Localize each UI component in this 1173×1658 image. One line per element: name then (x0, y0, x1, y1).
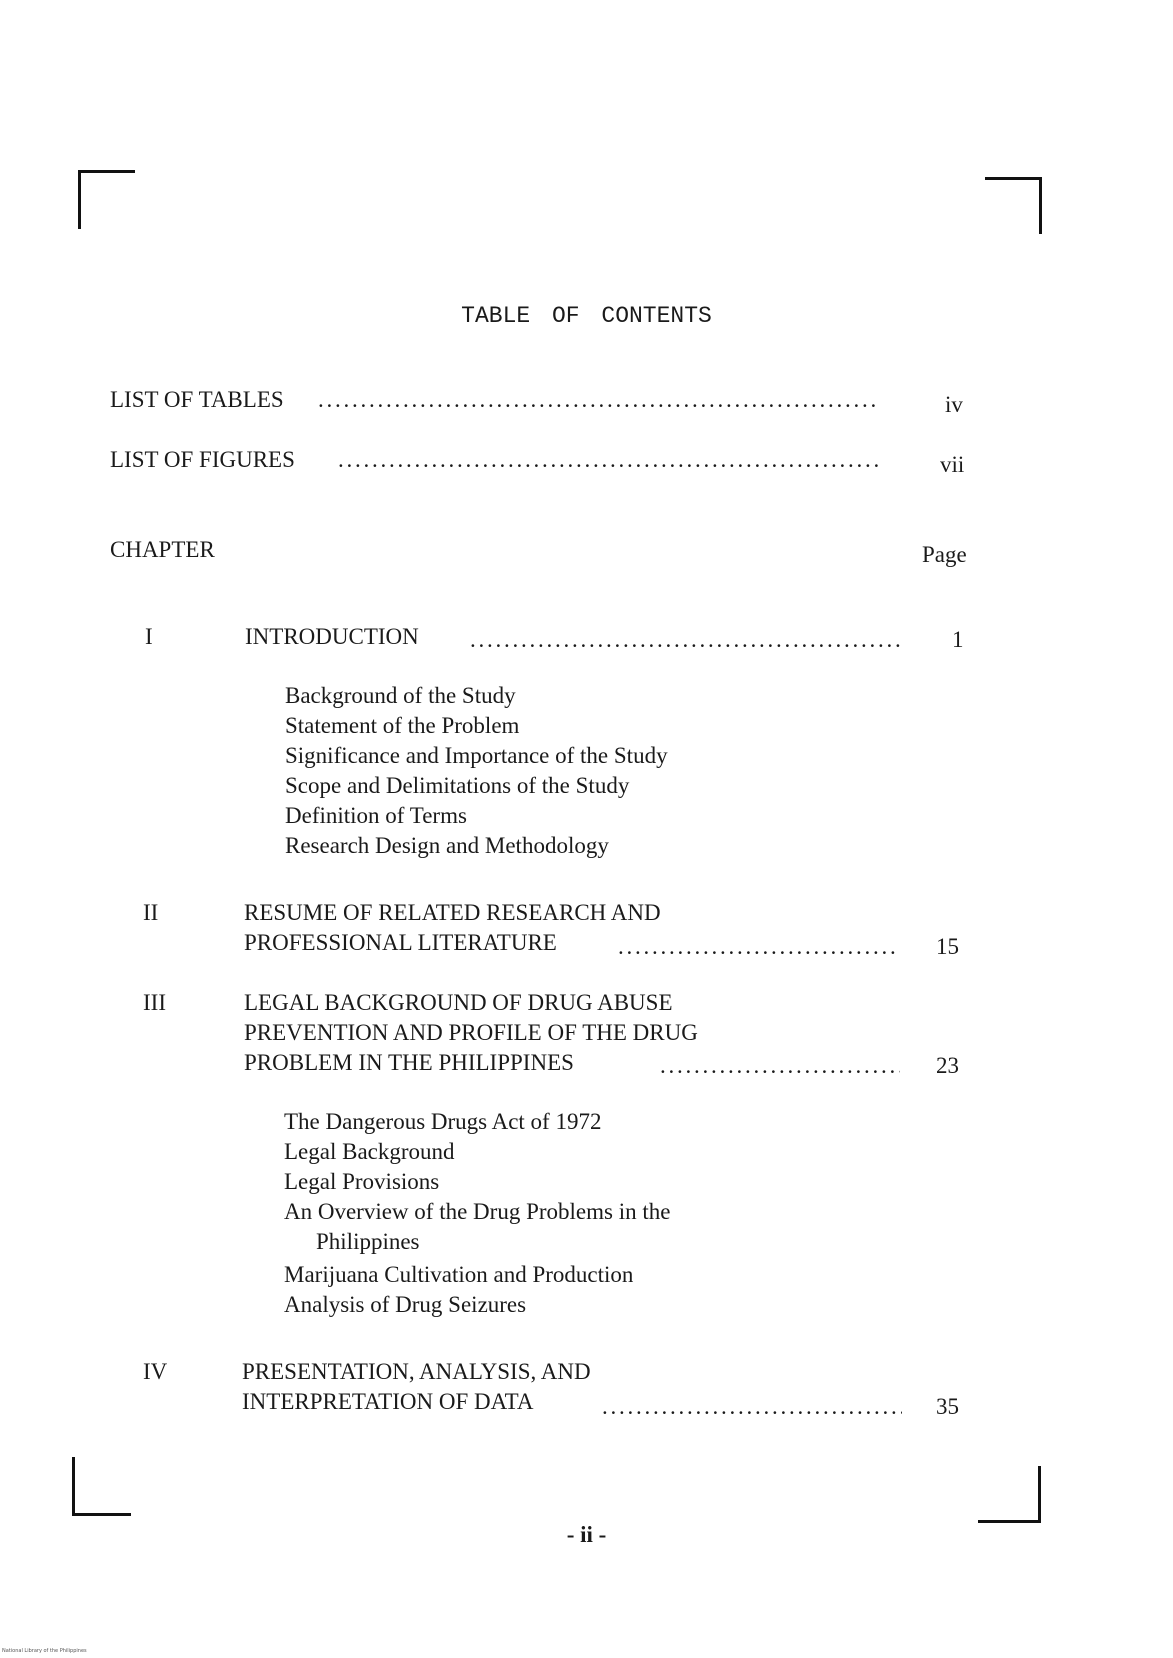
toc-entry-list-of-tables: LIST OF TABLES (110, 387, 284, 412)
chapter-number: II (143, 900, 159, 925)
dot-leader (318, 385, 878, 415)
section-title: Analysis of Drug Seizures (284, 1292, 527, 1317)
chapter-title: PREVENTION AND PROFILE OF THE DRUG (244, 1020, 698, 1045)
page-number: vii (940, 452, 965, 477)
page-number: 35 (936, 1394, 959, 1419)
section-title: Scope and Delimitations of the Study (285, 773, 630, 798)
dot-leader (660, 1051, 900, 1081)
chapter-title: RESUME OF RELATED RESEARCH AND (244, 900, 661, 925)
chapter-title: LEGAL BACKGROUND OF DRUG ABUSE (244, 990, 673, 1015)
column-header-page: Page (922, 542, 967, 567)
dot-leader (618, 932, 898, 962)
section-title: Research Design and Methodology (285, 833, 609, 858)
chapter-number: IV (143, 1359, 168, 1384)
chapter-title: PROFESSIONAL LITERATURE (244, 930, 557, 955)
crop-mark-top-right (985, 177, 1042, 234)
section-title: Legal Provisions (284, 1169, 440, 1194)
dot-leader (338, 445, 883, 475)
page-number: iv (945, 392, 963, 417)
section-title: Significance and Importance of the Study (285, 743, 668, 768)
chapter-title: INTERPRETATION OF DATA (242, 1389, 534, 1414)
toc-entry-list-of-figures: LIST OF FIGURES (110, 447, 295, 472)
chapter-title: INTRODUCTION (245, 624, 419, 649)
section-title: The Dangerous Drugs Act of 1972 (284, 1109, 602, 1134)
chapter-title: PROBLEM IN THE PHILIPPINES (244, 1050, 574, 1075)
page-number: 23 (936, 1053, 959, 1078)
imprint-text: National Library of the Philippines (2, 1648, 87, 1654)
page-title: TABLE OF CONTENTS (461, 303, 712, 329)
section-title: Definition of Terms (285, 803, 467, 828)
dot-leader (602, 1392, 902, 1422)
crop-mark-top-left (78, 170, 135, 229)
section-title: Background of the Study (285, 683, 516, 708)
chapter-number: I (145, 624, 153, 649)
dot-leader (470, 625, 900, 655)
section-title: An Overview of the Drug Problems in the (284, 1199, 671, 1224)
crop-mark-bottom-right (978, 1466, 1041, 1523)
chapter-number: III (143, 990, 166, 1015)
page-number: 15 (936, 934, 959, 959)
page-number: 1 (952, 627, 964, 652)
section-title: Statement of the Problem (285, 713, 520, 738)
section-title: Legal Background (284, 1139, 455, 1164)
section-title: Philippines (316, 1229, 420, 1254)
section-title: Marijuana Cultivation and Production (284, 1262, 634, 1287)
footer-page-number: - ii - (566, 1522, 607, 1547)
column-header-chapter: CHAPTER (110, 537, 215, 562)
chapter-title: PRESENTATION, ANALYSIS, AND (242, 1359, 591, 1384)
crop-mark-bottom-left (72, 1457, 131, 1516)
